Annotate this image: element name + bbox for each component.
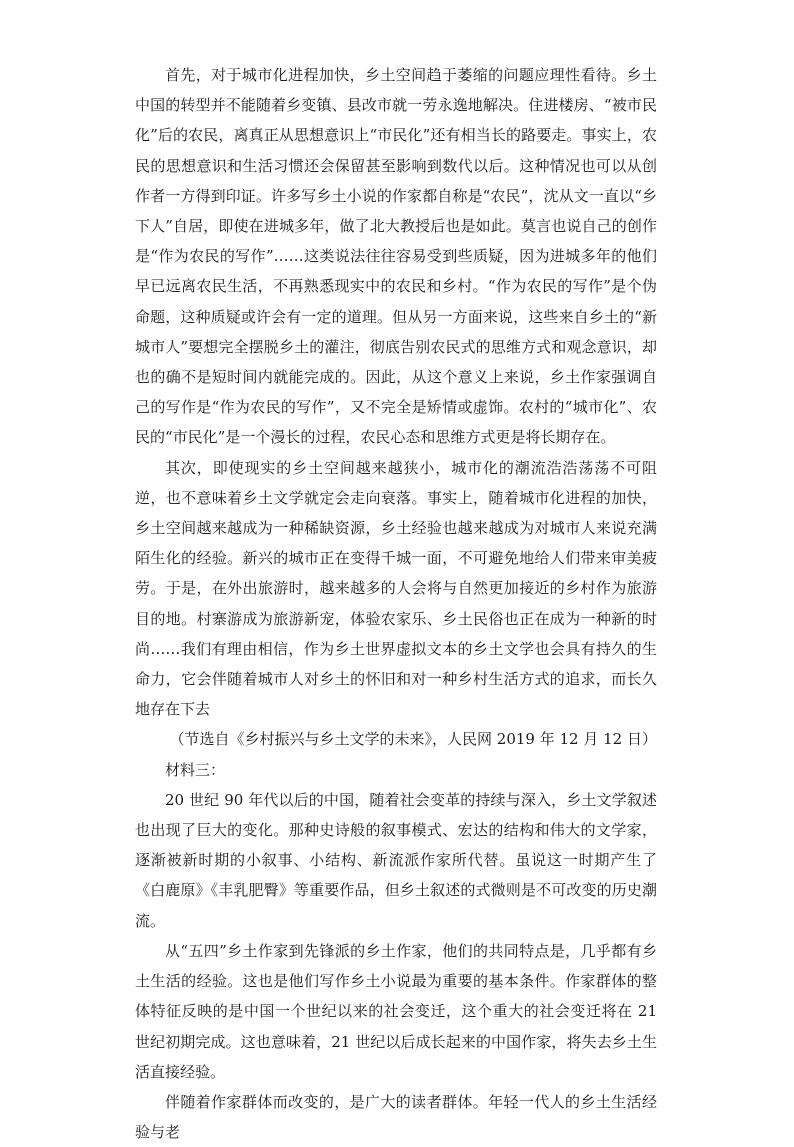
material-three-label: 材料三： (165, 760, 226, 779)
paragraph-material-three-2: 从“五四”乡土作家到先锋派的乡土作家，他们的共同特点是，几乎都有乡土生活的经验。这也是他们写作乡土小说最为重要的基本条件。作家群体的整体特征反映的是中国一个世纪以来的社会变迁，这个重大的社会变迁将在 21 世纪初期完成。这也意味着，21 世纪以后成长起来的中国作家，将失去乡土生活直接经验。 (135, 941, 657, 1081)
paragraph-material-three-1: 20 世纪 90 年代以后的中国，随着社会变革的持续与深入，乡土文学叙述也出现了巨大的变化。那种史诗般的叙事模式、宏达的结构和伟大的文学家，逐渐被新时期的小叙事、小结构、新流派作家所代替。虽说这一时期产生了《白鹿原》《丰乳肥臀》等重要作品，但乡土叙述的式微则是不可改变的历史潮流。 (135, 790, 657, 930)
paragraph-first: 首先，对于城市化进程加快，乡土空间趋于萎缩的问题应理性看待。乡土中国的转型并不能随着乡变镇、县改市就一劳永逸地解决。住进楼房、“被市民化”后的农民，离真正从思想意识上“市民化”还有相当长的路要走。事实上，农民的思想意识和生活习惯还会保留甚至影响到数代以后。这种情况也可以从创作者一方得到印证。许多写乡土小说的作家都自称是“农民”，沈从文一直以“乡下人”自居，即使在进城多年，做了北大教授后也是如此。莫言也说自己的创作是“作为农民的写作”……这类说法往往容易受到些质疑，因为进城多年的他们早已远离农民生活，不再熟悉现实中的农民和乡村。“作为农民的写作”是个伪命题，这种质疑或许会有一定的道理。但从另一方面来说，这些来自乡土的“新城市人”要想完全摆脱乡土的灌注，彻底告别农民式的思维方式和观念意识，却也的确不是短时间内就能完成的。因此，从这个意义上来说，乡土作家强调自己的写作是“作为农民的写作”，又不完全是矫情或虚饰。农村的“城市化”、农民的“市民化”是一个漫长的过程，农民心态和思维方式更是将长期存在。 (135, 66, 657, 447)
paragraph-material-three-3: 伴随着作家群体而改变的，是广大的读者群体。年轻一代人的乡土生活经验与老 (135, 1092, 657, 1142)
source-citation: （节选自《乡村振兴与乡土文学的未来》，人民网 2019 年 12 月 12 日） (169, 730, 657, 749)
document-body (135, 60, 657, 1147)
paragraph-second: 其次，即使现实的乡土空间越来越狭小，城市化的潮流浩浩荡荡不可阻逆，也不意味着乡土文学就定会走向衰落。事实上，随着城市化进程的加快，乡土空间越来越成为一种稀缺资源，乡土经验也越来越成为对城市人来说充满陌生化的经验。新兴的城市正在变得千城一面，不可避免地给人们带来审美疲劳。于是，在外出旅游时，越来越多的人会将与自然更加接近的乡村作为旅游目的地。村寨游成为旅游新宠，体验农家乐、乡土民俗也正在成为一种新的时尚……我们有理由相信，作为乡土世界虚拟文本的乡土文学也会具有持久的生命力，它会伴随着城市人对乡土的怀旧和对一种乡村生活方式的追求，而长久地存在下去 (135, 458, 657, 719)
